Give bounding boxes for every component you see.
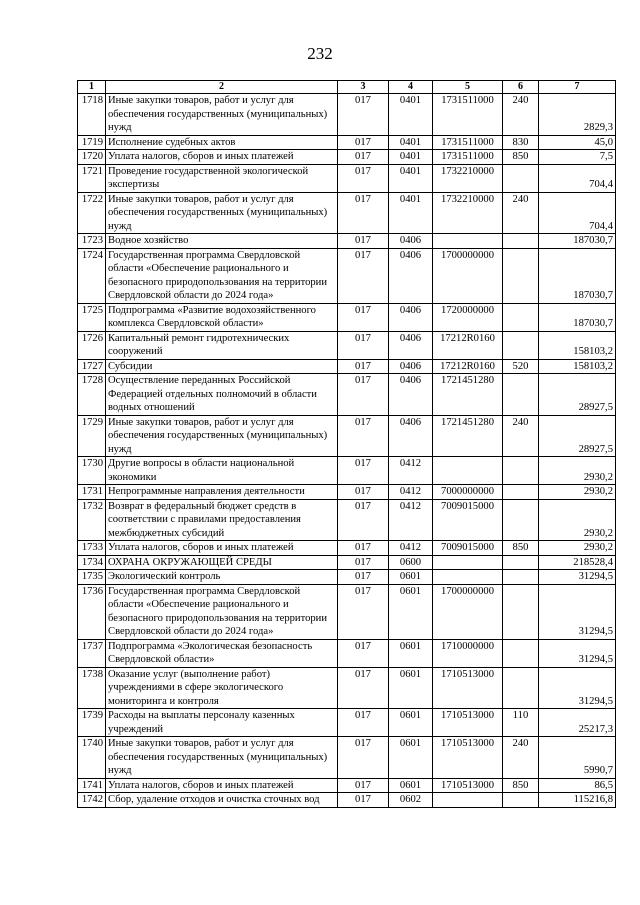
column-header: 3 (338, 81, 389, 94)
department-code-cell: 017 (338, 150, 389, 165)
target-article-cell: 7009015000 (433, 499, 503, 541)
amount-cell: 28927,5 (539, 415, 616, 457)
budget-table (77, 80, 616, 808)
expense-type-cell: 110 (503, 709, 539, 737)
table-row (78, 584, 616, 639)
row-number-cell: 1736 (78, 584, 106, 639)
target-article-cell: 1710000000 (433, 639, 503, 667)
expense-type-cell (503, 234, 539, 249)
table-row (78, 135, 616, 150)
department-code-cell: 017 (338, 303, 389, 331)
expense-type-cell (503, 639, 539, 667)
table-header-row (78, 81, 616, 94)
row-number-cell: 1740 (78, 737, 106, 779)
department-code-cell: 017 (338, 499, 389, 541)
amount-cell: 704,4 (539, 192, 616, 234)
table-row (78, 555, 616, 570)
section-code-cell: 0406 (389, 234, 433, 249)
amount-cell: 31294,5 (539, 667, 616, 709)
amount-cell: 115216,8 (539, 793, 616, 808)
department-code-cell: 017 (338, 639, 389, 667)
item-name-cell: Оказание услуг (выполнение работ) учреждениями в сфере экологического мониторинга и контроля (106, 667, 338, 709)
section-code-cell: 0601 (389, 778, 433, 793)
expense-type-cell: 240 (503, 94, 539, 136)
department-code-cell: 017 (338, 374, 389, 416)
department-code-cell: 017 (338, 555, 389, 570)
amount-cell: 45,0 (539, 135, 616, 150)
column-header: 4 (389, 81, 433, 94)
department-code-cell: 017 (338, 485, 389, 500)
row-number-cell: 1720 (78, 150, 106, 165)
department-code-cell: 017 (338, 778, 389, 793)
amount-cell: 704,4 (539, 164, 616, 192)
item-name-cell: Капитальный ремонт гидротехнических сооружений (106, 331, 338, 359)
department-code-cell: 017 (338, 164, 389, 192)
expense-type-cell (503, 584, 539, 639)
target-article-cell: 1720000000 (433, 303, 503, 331)
table-row (78, 737, 616, 779)
department-code-cell: 017 (338, 709, 389, 737)
department-code-cell: 017 (338, 94, 389, 136)
section-code-cell: 0406 (389, 359, 433, 374)
section-code-cell: 0401 (389, 135, 433, 150)
item-name-cell: Государственная программа Свердловской области «Обеспечение рационального и безопасного природопользования на территории Свердловской области до 2024 года» (106, 248, 338, 303)
target-article-cell: 1700000000 (433, 248, 503, 303)
item-name-cell: Непрограммные направления деятельности (106, 485, 338, 500)
item-name-cell: Уплата налогов, сборов и иных платежей (106, 150, 338, 165)
department-code-cell: 017 (338, 457, 389, 485)
section-code-cell: 0601 (389, 570, 433, 585)
department-code-cell: 017 (338, 248, 389, 303)
row-number-cell: 1727 (78, 359, 106, 374)
table-row (78, 303, 616, 331)
expense-type-cell (503, 793, 539, 808)
target-article-cell (433, 570, 503, 585)
row-number-cell: 1737 (78, 639, 106, 667)
target-article-cell: 1710513000 (433, 737, 503, 779)
department-code-cell: 017 (338, 584, 389, 639)
department-code-cell: 017 (338, 737, 389, 779)
expense-type-cell: 850 (503, 778, 539, 793)
section-code-cell: 0412 (389, 485, 433, 500)
amount-cell: 187030,7 (539, 248, 616, 303)
amount-cell: 2930,2 (539, 499, 616, 541)
target-article-cell (433, 234, 503, 249)
target-article-cell: 1721451280 (433, 415, 503, 457)
expense-type-cell: 850 (503, 541, 539, 556)
department-code-cell: 017 (338, 667, 389, 709)
table-row (78, 457, 616, 485)
expense-type-cell: 830 (503, 135, 539, 150)
table-row (78, 94, 616, 136)
expense-type-cell (503, 331, 539, 359)
row-number-cell: 1721 (78, 164, 106, 192)
amount-cell: 218528,4 (539, 555, 616, 570)
row-number-cell: 1739 (78, 709, 106, 737)
row-number-cell: 1733 (78, 541, 106, 556)
row-number-cell: 1734 (78, 555, 106, 570)
row-number-cell: 1723 (78, 234, 106, 249)
amount-cell: 7,5 (539, 150, 616, 165)
item-name-cell: Уплата налогов, сборов и иных платежей (106, 541, 338, 556)
section-code-cell: 0601 (389, 709, 433, 737)
table-row (78, 248, 616, 303)
amount-cell: 158103,2 (539, 359, 616, 374)
item-name-cell: Подпрограмма «Развитие водохозяйственного комплекса Свердловской области» (106, 303, 338, 331)
expense-type-cell (503, 667, 539, 709)
row-number-cell: 1724 (78, 248, 106, 303)
target-article-cell: 7009015000 (433, 541, 503, 556)
item-name-cell: Государственная программа Свердловской области «Обеспечение рационального и безопасного природопользования на территории Свердловской области до 2024 года» (106, 584, 338, 639)
column-header: 5 (433, 81, 503, 94)
table-row (78, 639, 616, 667)
expense-type-cell (503, 499, 539, 541)
row-number-cell: 1718 (78, 94, 106, 136)
expense-type-cell (503, 374, 539, 416)
item-name-cell: Иные закупки товаров, работ и услуг для обеспечения государственных (муниципальных) нужд (106, 94, 338, 136)
item-name-cell: ОХРАНА ОКРУЖАЮЩЕЙ СРЕДЫ (106, 555, 338, 570)
department-code-cell: 017 (338, 793, 389, 808)
expense-type-cell (503, 457, 539, 485)
section-code-cell: 0601 (389, 667, 433, 709)
row-number-cell: 1742 (78, 793, 106, 808)
target-article-cell (433, 793, 503, 808)
item-name-cell: Исполнение судебных актов (106, 135, 338, 150)
amount-cell: 187030,7 (539, 234, 616, 249)
target-article-cell: 1710513000 (433, 667, 503, 709)
amount-cell: 2829,3 (539, 94, 616, 136)
section-code-cell: 0412 (389, 541, 433, 556)
row-number-cell: 1729 (78, 415, 106, 457)
table-row (78, 709, 616, 737)
amount-cell: 31294,5 (539, 584, 616, 639)
row-number-cell: 1728 (78, 374, 106, 416)
target-article-cell: 1731511000 (433, 94, 503, 136)
expense-type-cell (503, 248, 539, 303)
target-article-cell: 17212R0160 (433, 359, 503, 374)
amount-cell: 86,5 (539, 778, 616, 793)
row-number-cell: 1725 (78, 303, 106, 331)
item-name-cell: Экологический контроль (106, 570, 338, 585)
page-number: 232 (307, 44, 333, 63)
item-name-cell: Расходы на выплаты персоналу казенных учреждений (106, 709, 338, 737)
amount-cell: 31294,5 (539, 570, 616, 585)
department-code-cell: 017 (338, 359, 389, 374)
column-header: 7 (539, 81, 616, 94)
table-row (78, 667, 616, 709)
target-article-cell: 1710513000 (433, 709, 503, 737)
section-code-cell: 0601 (389, 737, 433, 779)
table-row (78, 415, 616, 457)
item-name-cell: Сбор, удаление отходов и очистка сточных вод (106, 793, 338, 808)
target-article-cell: 1732210000 (433, 164, 503, 192)
department-code-cell: 017 (338, 415, 389, 457)
row-number-cell: 1722 (78, 192, 106, 234)
department-code-cell: 017 (338, 234, 389, 249)
expense-type-cell: 520 (503, 359, 539, 374)
table-row (78, 541, 616, 556)
section-code-cell: 0406 (389, 415, 433, 457)
table-row (78, 192, 616, 234)
expense-type-cell (503, 303, 539, 331)
target-article-cell (433, 555, 503, 570)
target-article-cell: 1732210000 (433, 192, 503, 234)
expense-type-cell: 850 (503, 150, 539, 165)
table-row (78, 374, 616, 416)
target-article-cell: 1721451280 (433, 374, 503, 416)
item-name-cell: Возврат в федеральный бюджет средств в соответствии с правилами предоставления межбюджетных субсидий (106, 499, 338, 541)
target-article-cell (433, 457, 503, 485)
table-row (78, 499, 616, 541)
target-article-cell: 17212R0160 (433, 331, 503, 359)
table-row (78, 164, 616, 192)
item-name-cell: Субсидии (106, 359, 338, 374)
table-row (78, 570, 616, 585)
expense-type-cell: 240 (503, 737, 539, 779)
target-article-cell: 1731511000 (433, 135, 503, 150)
target-article-cell: 1731511000 (433, 150, 503, 165)
row-number-cell: 1731 (78, 485, 106, 500)
table-row (78, 778, 616, 793)
section-code-cell: 0406 (389, 248, 433, 303)
item-name-cell: Иные закупки товаров, работ и услуг для обеспечения государственных (муниципальных) нужд (106, 192, 338, 234)
row-number-cell: 1732 (78, 499, 106, 541)
expense-type-cell (503, 570, 539, 585)
row-number-cell: 1735 (78, 570, 106, 585)
row-number-cell: 1726 (78, 331, 106, 359)
department-code-cell: 017 (338, 135, 389, 150)
item-name-cell: Проведение государственной экологической экспертизы (106, 164, 338, 192)
item-name-cell: Осуществление переданных Российской Федерацией отдельных полномочий в области водных отношений (106, 374, 338, 416)
department-code-cell: 017 (338, 541, 389, 556)
section-code-cell: 0401 (389, 94, 433, 136)
table-row (78, 331, 616, 359)
column-header: 1 (78, 81, 106, 94)
expense-type-cell (503, 164, 539, 192)
amount-cell: 5990,7 (539, 737, 616, 779)
amount-cell: 187030,7 (539, 303, 616, 331)
target-article-cell: 1700000000 (433, 584, 503, 639)
table-row (78, 793, 616, 808)
table-row (78, 150, 616, 165)
section-code-cell: 0401 (389, 192, 433, 234)
section-code-cell: 0406 (389, 303, 433, 331)
column-header: 2 (106, 81, 338, 94)
amount-cell: 158103,2 (539, 331, 616, 359)
expense-type-cell: 240 (503, 415, 539, 457)
target-article-cell: 1710513000 (433, 778, 503, 793)
row-number-cell: 1738 (78, 667, 106, 709)
expense-type-cell (503, 555, 539, 570)
department-code-cell: 017 (338, 331, 389, 359)
department-code-cell: 017 (338, 570, 389, 585)
amount-cell: 31294,5 (539, 639, 616, 667)
section-code-cell: 0602 (389, 793, 433, 808)
section-code-cell: 0401 (389, 150, 433, 165)
expense-type-cell (503, 485, 539, 500)
table-row (78, 234, 616, 249)
target-article-cell: 7000000000 (433, 485, 503, 500)
item-name-cell: Иные закупки товаров, работ и услуг для обеспечения государственных (муниципальных) нужд (106, 737, 338, 779)
row-number-cell: 1741 (78, 778, 106, 793)
section-code-cell: 0412 (389, 457, 433, 485)
item-name-cell: Подпрограмма «Экологическая безопасность Свердловской области» (106, 639, 338, 667)
row-number-cell: 1719 (78, 135, 106, 150)
section-code-cell: 0406 (389, 331, 433, 359)
item-name-cell: Уплата налогов, сборов и иных платежей (106, 778, 338, 793)
row-number-cell: 1730 (78, 457, 106, 485)
table-row (78, 359, 616, 374)
section-code-cell: 0401 (389, 164, 433, 192)
amount-cell: 2930,2 (539, 541, 616, 556)
amount-cell: 25217,3 (539, 709, 616, 737)
item-name-cell: Водное хозяйство (106, 234, 338, 249)
amount-cell: 2930,2 (539, 457, 616, 485)
section-code-cell: 0406 (389, 374, 433, 416)
item-name-cell: Иные закупки товаров, работ и услуг для обеспечения государственных (муниципальных) нужд (106, 415, 338, 457)
section-code-cell: 0601 (389, 584, 433, 639)
table-row (78, 485, 616, 500)
amount-cell: 28927,5 (539, 374, 616, 416)
department-code-cell: 017 (338, 192, 389, 234)
expense-type-cell: 240 (503, 192, 539, 234)
section-code-cell: 0601 (389, 639, 433, 667)
column-header: 6 (503, 81, 539, 94)
amount-cell: 2930,2 (539, 485, 616, 500)
section-code-cell: 0412 (389, 499, 433, 541)
item-name-cell: Другие вопросы в области национальной экономики (106, 457, 338, 485)
section-code-cell: 0600 (389, 555, 433, 570)
